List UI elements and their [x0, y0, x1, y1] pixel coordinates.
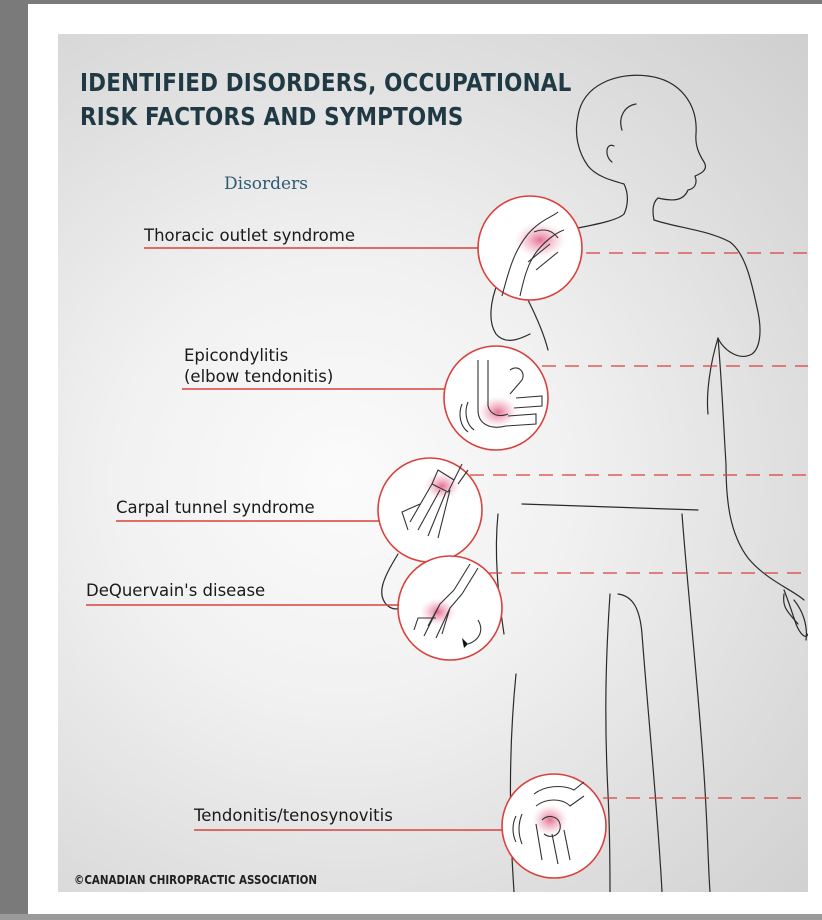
shoulder-detail-circle — [478, 196, 582, 300]
title-line-2: RISK FACTORS AND SYMPTOMS — [80, 102, 464, 131]
label-dequervain: DeQuervain's disease — [86, 581, 266, 600]
wrist-detail-circle — [378, 458, 482, 562]
section-label: Disorders — [224, 174, 308, 194]
window-frame-top — [0, 0, 822, 4]
label-epicondylitis-line2: (elbow tendonitis) — [184, 367, 334, 386]
window-frame-left — [0, 0, 28, 920]
infographic-title — [80, 66, 630, 134]
elbow-detail-circle — [444, 346, 548, 450]
body-illustration — [58, 34, 808, 892]
label-epicondylitis-line1: Epicondylitis — [184, 346, 289, 365]
label-tendonitis: Tendonitis/tenosynovitis — [194, 806, 393, 825]
thumb-wrist-detail-circle — [398, 556, 502, 660]
title-line-1: IDENTIFIED DISORDERS, OCCUPATIONAL — [80, 68, 572, 97]
label-carpal-tunnel: Carpal tunnel syndrome — [116, 498, 315, 517]
dashed-guides — [470, 253, 808, 798]
window-frame-bottom — [0, 914, 822, 920]
label-thoracic-outlet: Thoracic outlet syndrome — [144, 226, 356, 245]
infographic-panel — [58, 34, 808, 892]
copyright-credit: ©CANADIAN CHIROPRACTIC ASSOCIATION — [74, 873, 318, 887]
knee-detail-circle — [502, 774, 606, 878]
label-epicondylitis — [184, 345, 333, 387]
